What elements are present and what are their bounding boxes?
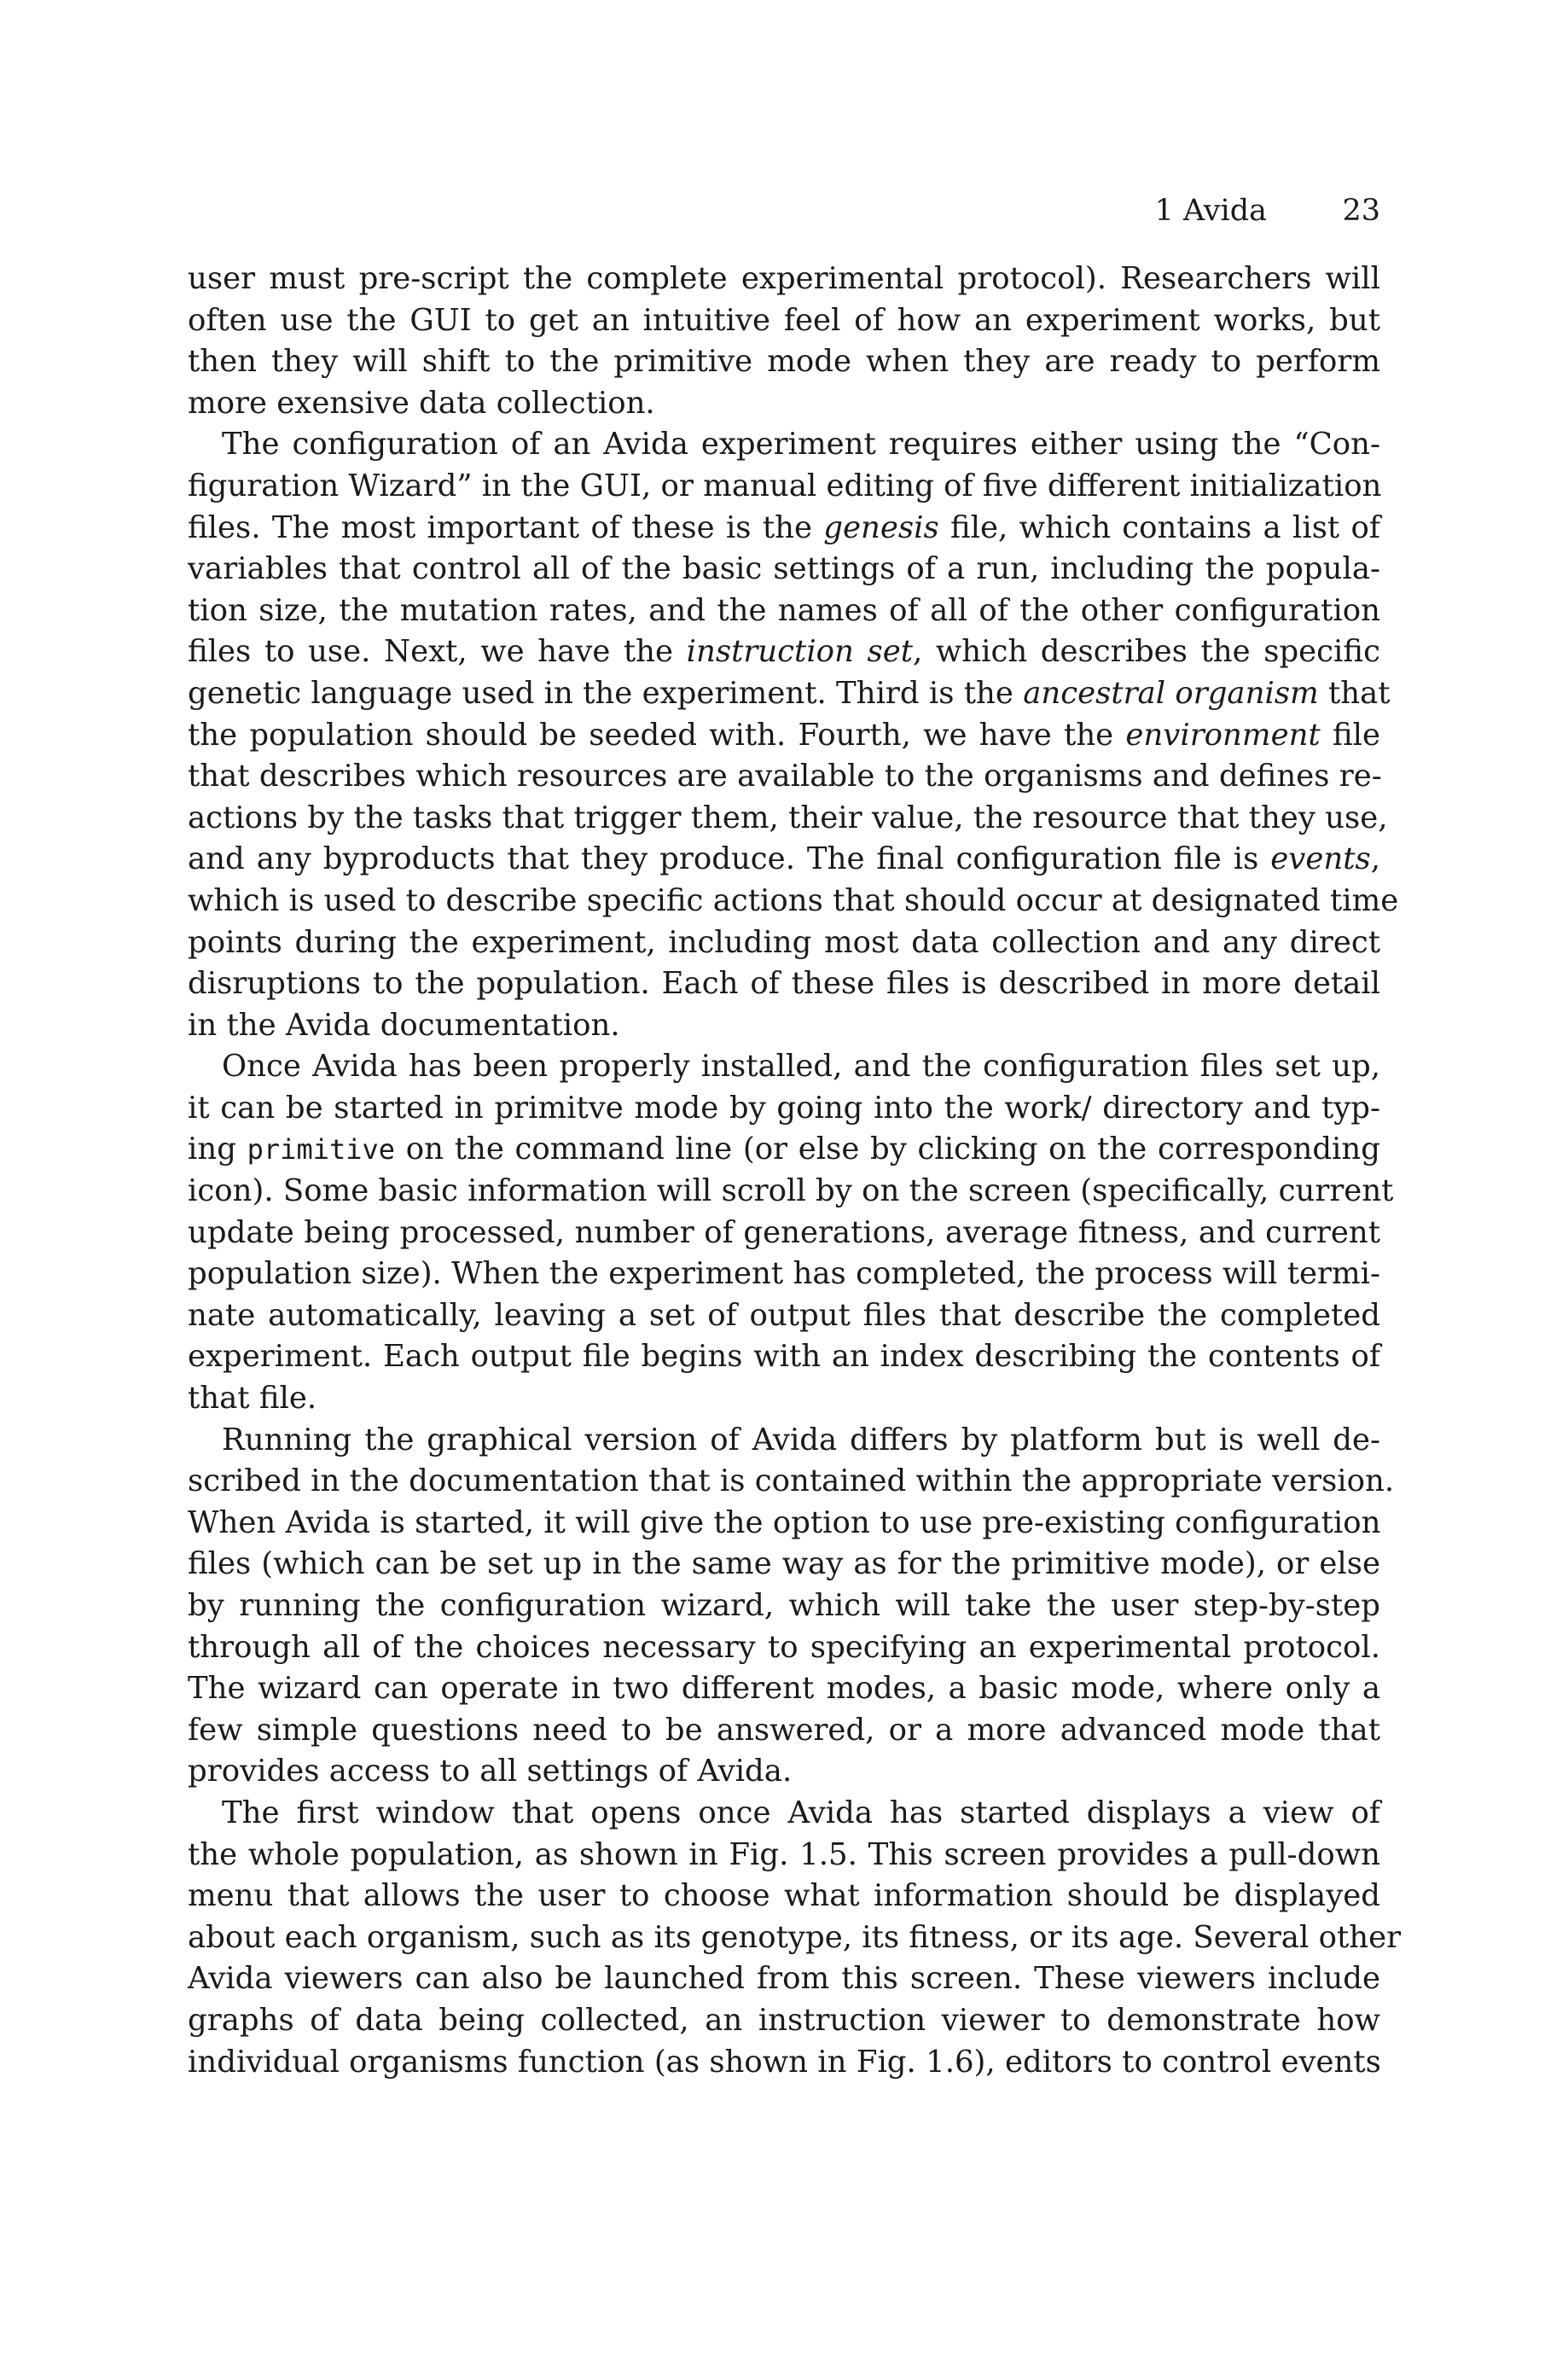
text-line (188, 1544, 1380, 1585)
text-run: Once Avida has been properly installed, and the configuration files set up, (222, 1049, 1380, 1085)
text-run: update being processed, number of generations, average fitness, and current (188, 1214, 1380, 1250)
text-line (188, 591, 1380, 632)
text-line (188, 1710, 1380, 1752)
text-line (188, 1668, 1380, 1710)
text-run: figuration Wizard” in the GUI, or manual editing of five different initialization (188, 468, 1382, 503)
text-run: graphs of data being collected, an instruction viewer to demonstrate how (188, 2002, 1380, 2038)
text-run: scribed in the documentation that is contained within the appropriate version. (188, 1463, 1395, 1499)
text-run: ing (188, 1132, 247, 1167)
text-run: Running the graphical version of Avida differs by platform but is well de- (222, 1422, 1380, 1457)
text-run: icon). Some basic information will scroll by on the screen (specifically, current (188, 1173, 1394, 1209)
text-run: few simple questions need to be answered, or a more advanced mode that (188, 1712, 1380, 1748)
text-run: nate automatically, leaving a set of output files that describe the completed (188, 1297, 1380, 1333)
text-line (188, 1917, 1402, 1959)
text-line (188, 963, 1380, 1005)
text-line (188, 1046, 1380, 1088)
running-head (188, 189, 1380, 232)
text-line (188, 1295, 1380, 1337)
text-run: , (1370, 841, 1380, 877)
text-run: points during the experiment, including most data collection and any direct (188, 924, 1380, 960)
text-run: , which describes the specific (913, 634, 1380, 670)
text-run: the whole population, as shown in Fig. 1.5. This screen provides a pull-down (188, 1836, 1380, 1872)
text-run: population size). When the experiment has completed, the process will termi- (188, 1256, 1380, 1292)
text-line (188, 1958, 1380, 2000)
text-line (188, 1503, 1380, 1545)
text-run: about each organism, such as its genotype, its fitness, or its age. Several other (188, 1919, 1402, 1955)
text-line (188, 673, 1391, 715)
text-run: The wizard can operate in two different modes, a basic mode, where only a (188, 1671, 1380, 1707)
text-line (188, 1585, 1380, 1627)
text-run: that (1318, 675, 1391, 711)
emphasis-term: ancestral organism (1023, 675, 1319, 711)
text-line (188, 259, 1380, 300)
text-line (188, 1793, 1380, 1835)
text-run: experiment. Each output file begins with an index describing the contents of (188, 1339, 1380, 1375)
text-line (188, 715, 1380, 757)
body-text (188, 259, 1402, 2083)
text-line (188, 341, 1380, 383)
paragraph (188, 424, 1399, 1046)
text-line (188, 300, 1380, 342)
paragraph (188, 1420, 1395, 1793)
emphasis-term: events (1270, 841, 1371, 877)
paragraph (188, 259, 1380, 424)
text-run: files (which can be set up in the same way as for the primitive mode), or else (188, 1546, 1380, 1582)
paragraph (188, 1793, 1402, 2083)
text-run: When Avida is started, it will give the option to use pre-existing configuration (188, 1504, 1381, 1540)
text-line (188, 1876, 1380, 1917)
text-run: variables that control all of the basic settings of a run, including the popula- (188, 551, 1380, 587)
text-line (188, 1420, 1380, 1462)
text-line (188, 1627, 1380, 1669)
text-run: tion size, the mutation rates, and the names of all of the other configuration (188, 592, 1380, 628)
text-run: it can be started in primitve mode by going into the work/ directory and typ- (188, 1090, 1380, 1126)
text-run: the population should be seeded with. Fourth, we have the (188, 717, 1126, 753)
text-run: files to use. Next, we have the (188, 634, 687, 670)
text-run: that describes which resources are available to the organisms and defines re- (188, 759, 1382, 794)
text-line (188, 631, 1380, 673)
text-line (188, 1751, 1380, 1793)
text-line (188, 424, 1380, 466)
text-run: provides access to all settings of Avida. (188, 1754, 793, 1789)
text-run: user must pre-script the complete experimental protocol). Researchers will (188, 261, 1380, 296)
text-line (188, 466, 1380, 508)
text-line (188, 839, 1380, 881)
text-run: that file. (188, 1381, 317, 1417)
text-line (188, 1171, 1394, 1213)
text-line (188, 1378, 1380, 1420)
text-line (188, 383, 1380, 425)
emphasis-term: environment (1125, 717, 1321, 753)
text-run: and any byproducts that they produce. The final configuration file is (188, 841, 1271, 877)
text-line (188, 756, 1380, 798)
text-run: file (1320, 717, 1380, 753)
text-run: on the command line (or else by clicking on the corresponding (395, 1132, 1381, 1167)
text-line (188, 508, 1380, 550)
text-line (188, 881, 1399, 922)
text-run: file, which contains a list of (938, 509, 1381, 545)
text-line (188, 922, 1380, 964)
page-number: 23 (1342, 194, 1380, 228)
text-line (188, 1461, 1395, 1503)
text-run: menu that allows the user to choose what information should be displayed (188, 1878, 1380, 1914)
text-line (188, 1129, 1380, 1171)
text-line (188, 1005, 1380, 1047)
paragraph (188, 1046, 1394, 1419)
text-run: individual organisms function (as shown in Fig. 1.6), editors to control events (188, 2044, 1381, 2080)
text-run: The configuration of an Avida experiment requires either using the “Con- (222, 427, 1380, 463)
text-line (188, 1336, 1380, 1378)
text-run: by running the configuration wizard, which will take the user step-by-step (188, 1588, 1380, 1623)
text-run: then they will shift to the primitive mode when they are ready to perform (188, 344, 1380, 380)
text-line (188, 1213, 1380, 1254)
text-run: actions by the tasks that trigger them, their value, the resource that they use, (188, 800, 1388, 835)
emphasis-term: instruction set (686, 634, 913, 670)
chapter-title: 1 Avida (1154, 194, 1267, 228)
text-run: often use the GUI to get an intuitive feel of how an experiment works, but (188, 302, 1380, 338)
emphasis-term: genesis (823, 509, 939, 545)
text-line (188, 549, 1380, 591)
text-run: Avida viewers can also be launched from this screen. These viewers include (188, 1961, 1380, 1997)
text-run: The first window that opens once Avida has started displays a view of (222, 1795, 1380, 1830)
text-line (188, 1088, 1380, 1130)
text-run: disruptions to the population. Each of these files is described in more detail (188, 966, 1380, 1002)
text-run: through all of the choices necessary to specifying an experimental protocol. (188, 1629, 1380, 1665)
text-line (188, 1254, 1380, 1295)
text-run: which is used to describe specific actions that should occur at designated time (188, 882, 1399, 918)
text-line (188, 2042, 1380, 2084)
text-run: genetic language used in the experiment. Third is the (188, 675, 1024, 711)
text-line (188, 798, 1388, 840)
text-run: in the Avida documentation. (188, 1007, 620, 1043)
command-name: primitive (247, 1133, 396, 1167)
text-line (188, 1835, 1380, 1876)
text-line (188, 2000, 1380, 2042)
text-run: files. The most important of these is the (188, 509, 824, 545)
text-run: more exensive data collection. (188, 385, 655, 421)
